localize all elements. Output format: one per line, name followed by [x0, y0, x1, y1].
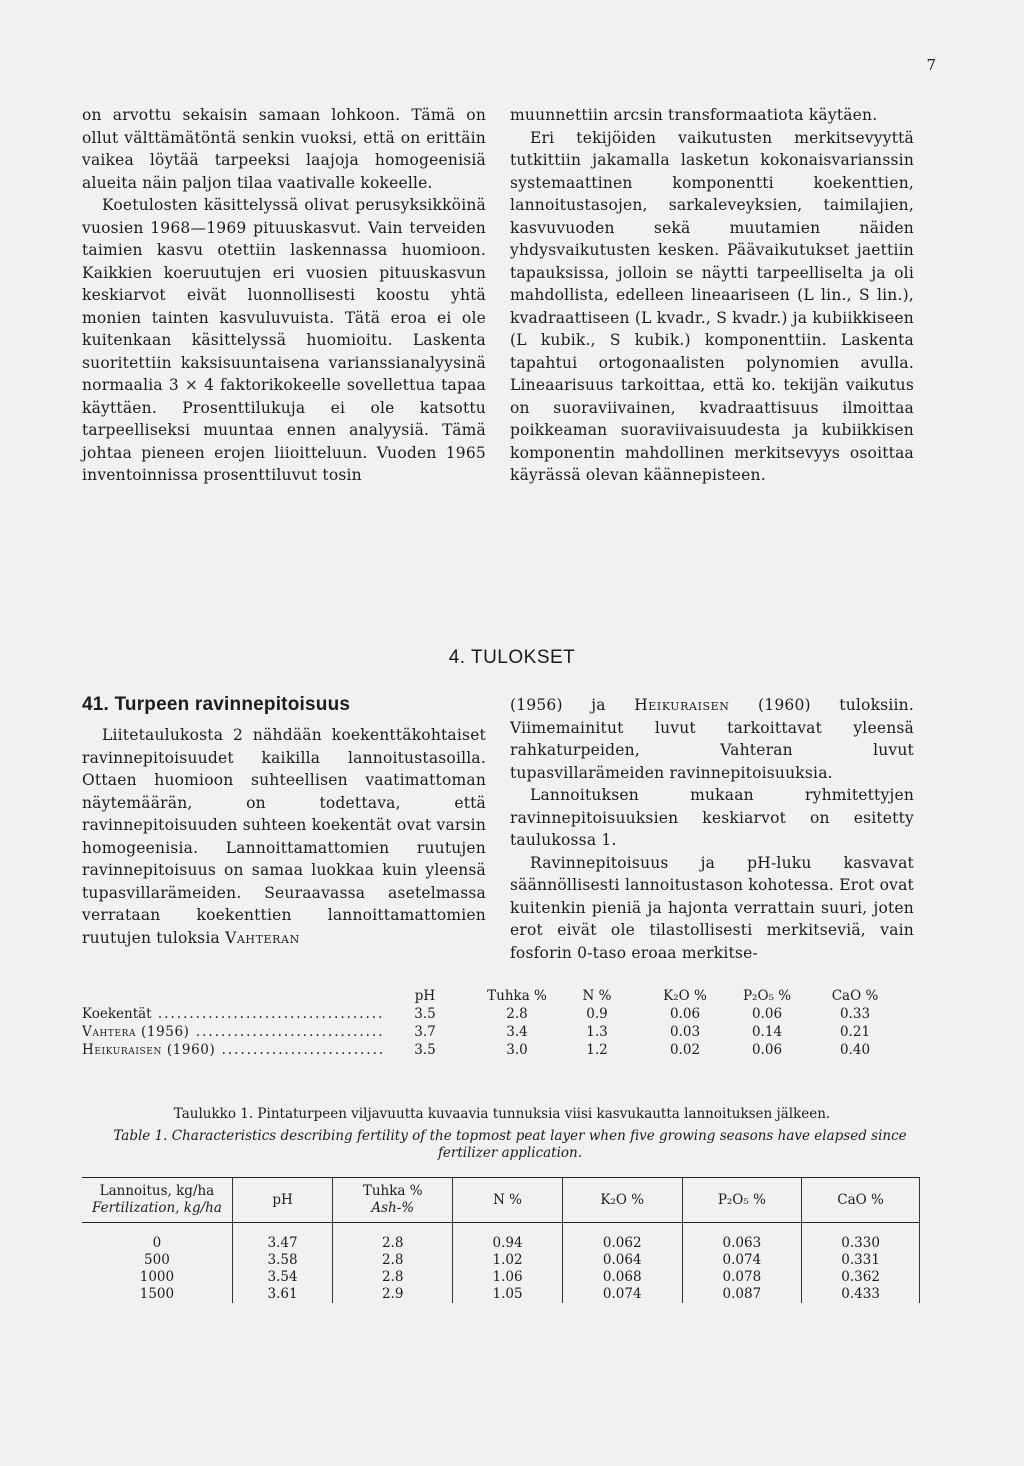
paragraph: muunnettiin arcsin transformaatiota käytäen.: [510, 106, 878, 124]
table-caption-english: Table 1. Characteristics describing fertility of the topmost peat layer when five growing seasons have elapsed since fertilizer application.: [113, 1128, 907, 1161]
paragraph-text: (1960) tuloksiin. Viimemainitut luvut tarkoittavat yleensä rahkaturpeiden, Vahteran luvut tupasvillarämeiden ravinnepitoisuuksia.: [510, 696, 914, 782]
comparison-cell: 1.3: [586, 1024, 608, 1040]
table-cell: 0.94: [453, 1223, 563, 1253]
comparison-cell: 3.5: [414, 1042, 436, 1058]
paragraph: Lannoituksen mukaan ryhmitettyjen ravinnepitoisuuksien keskiarvot on esitetty taulukossa 1.: [510, 786, 914, 849]
table-cell: 0.078: [682, 1269, 802, 1286]
table-cell: 500: [144, 1252, 170, 1268]
table-cell: 1.02: [453, 1252, 563, 1269]
column-header-fi: Tuhka %: [362, 1183, 423, 1199]
column-header: [82, 1178, 232, 1223]
comparison-cell: 0.33: [839, 1006, 871, 1022]
table-cell: 0.068: [562, 1269, 682, 1286]
paragraph: on arvottu sekaisin samaan lohkoon. Tämä on ollut välttämätöntä senkin vuoksi, että on erittäin vaikea löytää tarpeeksi laajoja homogeenisiä alueita näin paljon tilaa vaativalle kokeelle.: [82, 106, 486, 192]
left-column-bottom: [82, 694, 486, 949]
fertility-table: [82, 1177, 920, 1303]
table-cell: 0.087: [682, 1286, 802, 1303]
column-header: pH: [232, 1178, 332, 1223]
comparison-header-row: [82, 988, 922, 1006]
table-cell: 3.58: [232, 1252, 332, 1269]
comparison-row-label: Vahtera (1956) .....: [82, 1024, 382, 1040]
comparison-cell: 3.0: [506, 1042, 528, 1058]
table-cell: 0: [152, 1235, 162, 1251]
table-row: [82, 1252, 920, 1269]
table-cell: 0.330: [802, 1223, 920, 1253]
column-header: K₂O %: [562, 1178, 682, 1223]
table-cell: 1500: [139, 1286, 175, 1302]
comparison-cell: 0.21: [839, 1024, 871, 1040]
comparison-cell: 0.02: [669, 1042, 701, 1058]
right-column-top: [510, 104, 914, 487]
table-cell: 2.8: [333, 1252, 453, 1269]
comparison-header: N %: [582, 988, 612, 1004]
comparison-cell: 3.7: [414, 1024, 436, 1040]
table-header-row: [82, 1178, 920, 1223]
comparison-cell: 3.4: [506, 1024, 528, 1040]
table-cell: 0.362: [802, 1269, 920, 1286]
paragraph: [82, 724, 486, 949]
comparison-table: [82, 988, 922, 1060]
comparison-header: CaO %: [831, 988, 879, 1004]
table-cell: 0.064: [562, 1252, 682, 1269]
comparison-cell: 3.5: [414, 1006, 436, 1022]
paragraph: Koetulosten käsittelyssä olivat perusyksikköinä vuosien 1968—1969 pituuskasvut. Vain terveiden taimien kasvu otettiin laskennassa huomioon. Kaikkien koeruutujen eri vuosien pituuskasvun keskiarvot eivät luonnollisesti koostu yhtä monien tainten kasvuluvuista. Tätä eroa ei ole kuitenkaan käsittelyssä huomioitu. Laskenta suoritettiin kaksisuuntaisena varianssianalyysinä normaalia 3 × 4 faktorikokeelle sovellettua tapaa käyttäen. Prosenttilukuja ei ole katsottu tarpeelliseksi muuntaa ennen analyysiä. Tämä johtaa pieneen erojen liioitteluun. Vuoden 1965 inventoinnissa prosenttiluvut tosin: [82, 196, 486, 484]
comparison-cell: 2.8: [506, 1006, 528, 1022]
paragraph-text: (1956) ja: [510, 696, 606, 714]
comparison-row: [82, 1042, 922, 1060]
comparison-header: P₂O₅ %: [742, 988, 792, 1004]
paragraph: Ravinnepitoisuus ja pH-luku kasvavat säännöllisesti lannoitustason kohotessa. Erot ovat kuitenkin pieniä ja hajonta verrattain suuri, joten erot eivät ole tilastollisesti merkitseviä, vain fosforin 0-taso eroaa merkitse-: [510, 853, 914, 962]
author-name: Vahteran: [225, 928, 300, 947]
comparison-header: Tuhka %: [487, 988, 547, 1004]
table-cell: 3.54: [232, 1269, 332, 1286]
comparison-cell: 0.06: [669, 1006, 701, 1022]
right-column-bottom: [510, 694, 914, 964]
paragraph: Eri tekijöiden vaikutusten merkitsevyyttä tutkittiin jakamalla lasketun kokonaisvarianssin systemaattinen komponentti koekenttien, lannoitustasojen, sarkaleveyksien, taimilajien, kasvuvuoden sekä muutamien näiden yhdysvaikutusten kesken. Päävaikutukset jaettiin tapauksissa, jolloin se näytti tarpeelliselta ja oli mahdollista, edelleen lineaariseen (L lin., S lin.), kvadraattiseen (L kvadr., S kvadr.) ja kubiikkiseen (L kubik., S kubik.) komponenttiin. Laskenta tapahtui ortogonaalisten polynomien avulla. Lineaarisuus tarkoittaa, että ko. tekijän vaikutus on suoraviivainen, kvadraattisuus ilmoittaa poikkeaman suoraviivaisuudesta ja kubiikkisen komponentin mahdollinen merkitsevyys osoittaa käyrässä olevan käännepisteen.: [510, 128, 914, 484]
comparison-row-label: Koekentät .....: [82, 1006, 382, 1022]
column-header: N %: [453, 1178, 563, 1223]
section-heading: 4. TULOKSET: [448, 647, 576, 668]
comparison-cell: 0.06: [751, 1042, 783, 1058]
table-cell: 1000: [139, 1269, 175, 1285]
page-number: 7: [926, 56, 936, 74]
comparison-row: [82, 1006, 922, 1024]
table-row: [82, 1269, 920, 1286]
author-name: Heikuraisen: [634, 696, 730, 714]
column-header: P₂O₅ %: [682, 1178, 802, 1223]
table-cell: 0.062: [562, 1223, 682, 1253]
paragraph-text: Liitetaulukosta 2 nähdään koekenttäkohtaiset ravinnepitoisuudet kaikilla lannoitustasoilla. Ottaen huomioon suhteellisen vaatimattoman näytemäärän, on todettava, että ravinnepitoisuuden suhteen koekentät ovat varsin homogeenisia. Lannoittamattomien ruutujen ravinnepitoisuus on samaa luokkaa kuin yleensä tupasvillarämeiden. Seuraavassa asetelmassa verrataan koekenttien lannoittamattomien ruutujen tuloksia: [82, 726, 486, 947]
table-cell: 0.074: [562, 1286, 682, 1303]
column-header: [333, 1178, 453, 1223]
column-header-en: Fertilization, kg/ha: [92, 1200, 222, 1216]
table-cell: 0.331: [802, 1252, 920, 1269]
column-header-fi: Lannoitus, kg/ha: [99, 1183, 215, 1199]
table-cell: 0.433: [802, 1286, 920, 1303]
table-row: [82, 1286, 920, 1303]
comparison-cell: 0.03: [669, 1024, 701, 1040]
table-cell: 2.9: [333, 1286, 453, 1303]
table-cell: 3.61: [232, 1286, 332, 1303]
table-cell: 0.074: [682, 1252, 802, 1269]
table-cell: 3.47: [232, 1223, 332, 1253]
comparison-cell: 0.06: [751, 1006, 783, 1022]
comparison-cell: 0.14: [751, 1024, 783, 1040]
paragraph: [510, 694, 914, 784]
table-cell: 2.8: [333, 1269, 453, 1286]
table-cell: 0.063: [682, 1223, 802, 1253]
comparison-header: pH: [414, 988, 436, 1004]
subsection-heading: 41. Turpeen ravinnepitoisuus: [82, 694, 351, 715]
table-cell: 1.05: [453, 1286, 563, 1303]
table-row: [82, 1223, 920, 1253]
column-header-en: Ash-%: [371, 1200, 415, 1216]
comparison-cell: 0.40: [839, 1042, 871, 1058]
table-cell: 1.06: [453, 1269, 563, 1286]
column-header: CaO %: [802, 1178, 920, 1223]
comparison-cell: 1.2: [586, 1042, 608, 1058]
comparison-cell: 0.9: [586, 1006, 608, 1022]
left-column-top: [82, 104, 486, 487]
comparison-header: K₂O %: [663, 988, 707, 1004]
comparison-row: [82, 1024, 922, 1042]
table-cell: 2.8: [333, 1223, 453, 1253]
table-caption-finnish: Taulukko 1. Pintaturpeen viljavuutta kuvaavia tunnuksia viisi kasvukautta lannoituksen jälkeen.: [173, 1106, 831, 1122]
comparison-row-label: Heikuraisen (1960) .....: [82, 1042, 382, 1058]
